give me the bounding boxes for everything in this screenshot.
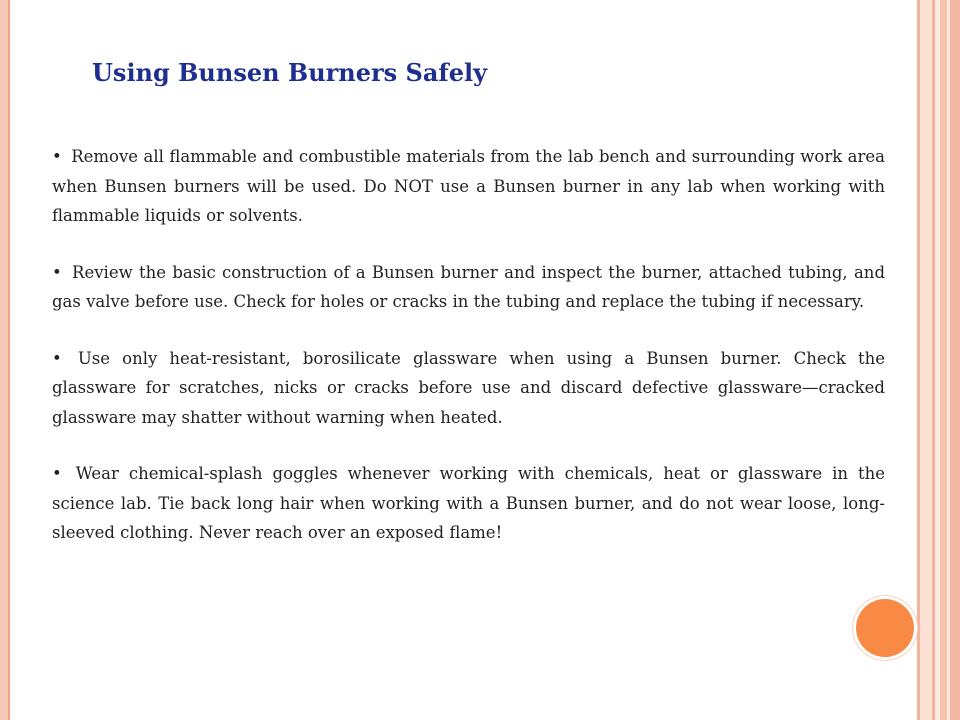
right-stripe xyxy=(940,0,947,720)
left-frame-line xyxy=(8,0,10,720)
bullet-text: Remove all flammable and combustible materials from the lab bench and surrounding work area when Bunsen burners will be used. Do NOT use a Bunsen burner in any lab when working with flammable liquids or solvents. xyxy=(52,147,885,225)
right-stripe xyxy=(920,0,932,720)
bullet-paragraph xyxy=(52,459,885,548)
right-stripe xyxy=(950,0,960,720)
bullet-icon: • xyxy=(52,464,62,483)
bullet-text: Wear chemical-splash goggles whenever working with chemicals, heat or glassware in the science lab. Tie back long hair when working with a Bunsen burner, and do not wear loose, long-sleeved clothing. Never reach over an exposed flame! xyxy=(52,464,885,542)
bullet-paragraph xyxy=(52,258,885,317)
bullet-text: Use only heat-resistant, borosilicate glassware when using a Bunsen burner. Check the glassware for scratches, nicks or cracks before use and discard defective glassware—cracked glassware may shatter without warning when heated. xyxy=(52,348,885,427)
bullet-paragraph xyxy=(52,344,885,433)
bullet-icon: • xyxy=(52,348,62,368)
left-frame-strip xyxy=(0,0,8,720)
slide-title: Using Bunsen Burners Safely xyxy=(92,58,488,87)
bullet-paragraph xyxy=(52,142,885,231)
bullet-icon: • xyxy=(52,147,62,166)
bullet-text: Review the basic construction of a Bunsen burner and inspect the burner, attached tubing, and gas valve before use. Check for holes or cracks in the tubing and replace the tubing if necessary. xyxy=(52,262,886,311)
bullet-icon: • xyxy=(52,262,62,282)
decorative-orange-circle xyxy=(856,599,914,657)
bullet-list xyxy=(52,142,885,575)
